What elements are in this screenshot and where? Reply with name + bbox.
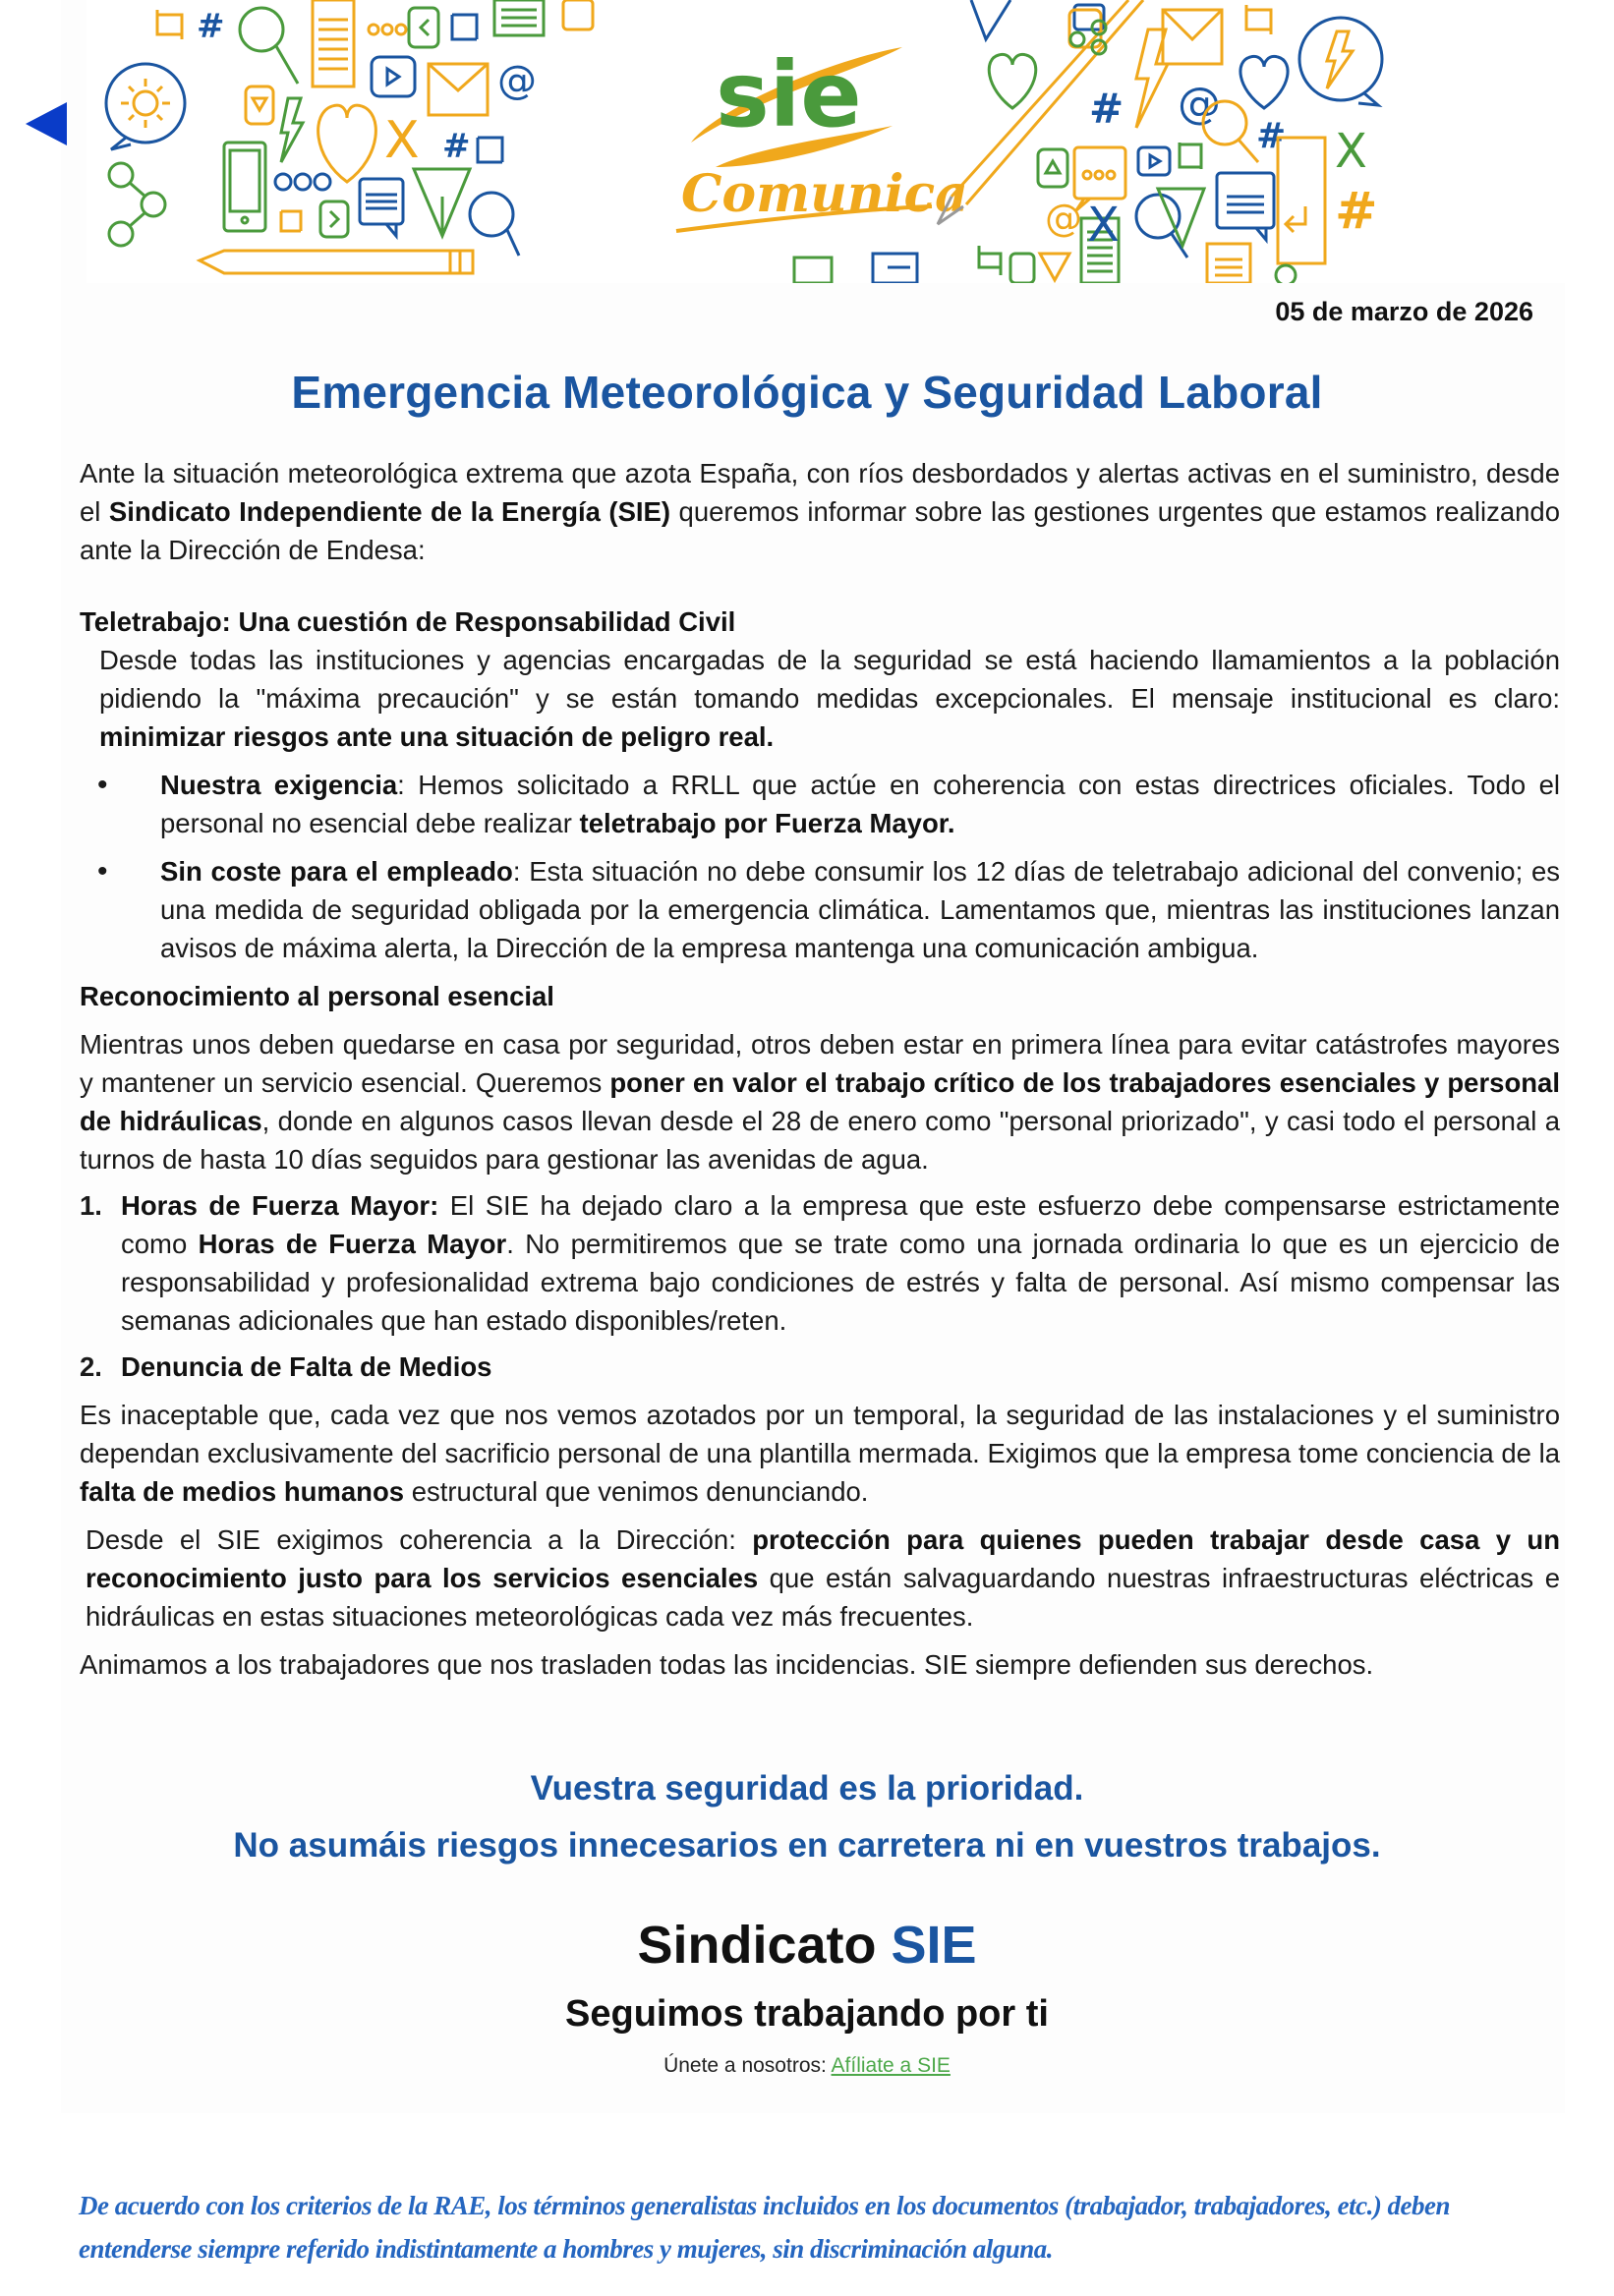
item-number: 2. [80,1351,102,1382]
retweet-icon [281,211,301,231]
logo-subtitle: Comunica [681,164,968,224]
more-icon [275,174,330,190]
heart-icon [989,54,1036,108]
heart-icon [318,105,376,182]
at-icon: @ [497,58,537,103]
join-line [0,2054,1614,2078]
retweet-icon [979,246,1001,275]
document-icon [313,0,354,86]
teletrabajo-bold: minimizar riesgos ante una situación de peligro real. [99,721,775,752]
document-body [80,454,1560,1684]
send-icon [971,0,1010,39]
hashtag-icon: # [442,127,471,166]
teletrabajo-text: Desde todas las instituciones y agencias encargadas de la seguridad se está haciendo llamamientos a la población pidiendo la "máxima precaución" y se están tomando medidas excepcionales. El mensaje institucional es claro: [99,645,1560,714]
at-icon: @ [1045,197,1082,240]
exigencia-bold: protección para quienes pueden trabajar desde casa y un reconocimiento justo para los servicios esenciales [86,1524,1560,1593]
document-date: 05 de marzo de 2026 [1275,297,1533,326]
chat-sun-icon [106,64,185,149]
signature-brand: SIE [891,1916,977,1975]
hashtag-icon: # [1335,182,1378,241]
retweet-icon [478,138,502,162]
play-icon [372,57,415,96]
sie-logo [676,42,968,231]
signature-prefix: Sindicato [637,1916,892,1975]
forward-icon [320,201,348,237]
bullet-item [80,766,1560,842]
search-icon [1276,265,1296,283]
dropdown-icon [246,86,273,124]
mail-icon [429,64,488,115]
play-icon [1138,147,1170,175]
intro-text: Ante la situación meteorológica extrema que azota España, con ríos desbordados y alertas activas en el suministro, desde el [80,458,1560,527]
mail-icon [1163,10,1222,64]
item-label: Denuncia de Falta de Medios [121,1351,492,1382]
tablet-icon [1278,138,1325,263]
filter-icon [1040,254,1069,280]
intro-text-2: queremos informar sobre las gestiones urgentes que estamos realizando ante la Dirección de Endesa: [80,496,1561,565]
section-heading-reconocimiento: Reconocimiento al personal esencial [80,981,554,1011]
phone-icon [224,143,265,231]
reconocimiento-text: Mientras unos deben quedarse en casa por seguridad, otros deben estar en primera línea para evitar catástrofes mayores y mantener un servicio esencial. Queremos [80,1029,1560,1098]
up-icon [1010,254,1034,283]
document-title: Emergencia Meteorológica y Seguridad Laboral [291,367,1323,418]
retweet-icon [157,10,182,39]
retweet-icon [452,15,477,39]
at-icon: @ [1178,79,1221,129]
phone-icon [794,258,832,283]
back-icon [409,8,438,47]
reconocimiento-list [80,1186,1560,1386]
message-icon [1217,173,1274,240]
teletrabajo-bullets [80,766,1560,967]
signature-title [0,1915,1614,1976]
header-banner [86,0,1565,283]
item-number: 1. [80,1190,102,1221]
hashtag-icon: # [1089,85,1124,133]
logo-text: sie [716,42,862,147]
bullet-item [80,852,1560,967]
closing-line-1: Vuestra seguridad es la prioridad. [530,1769,1084,1808]
share-icon [109,163,165,246]
item-bold: Horas de Fuerza Mayor [198,1229,507,1259]
retweet-icon [1180,143,1201,169]
exigencia-text-2: que están salvaguardando nuestras infraestructuras eléctricas e hidráulicas en estas situaciones meteorológicas cada vez más frecuentes. [86,1563,1560,1632]
send-icon [414,169,470,236]
triangle-icon [1038,149,1067,187]
teletrabajo-paragraph [80,641,1560,756]
more-icon [369,25,406,34]
intro-paragraph [80,454,1560,569]
bullet-bold: teletrabajo por Fuerza Mayor. [579,808,955,838]
reconocimiento-text-2: , donde en algunos casos llevan desde el 28 de enero como "personal priorizado", y casi todo el personal a turnos de hasta 10 días seguidos para gestionar las avenidas de agua. [80,1106,1560,1175]
back-arrow-icon[interactable] [26,102,67,145]
message-icon [873,254,917,283]
lightning-icon [1327,31,1353,88]
item-text: El SIE ha dejado claro a la empresa que este esfuerzo debe compensarse estrictamente como [121,1190,1560,1259]
message-icon [360,179,403,236]
retweet-icon [1246,5,1271,34]
exigencia-text: Desde el SIE exigimos coherencia a la Dirección: [86,1524,753,1555]
join-link[interactable]: Afíliate a SIE [831,2054,951,2077]
falta-medios-text-2: estructural que venimos denunciando. [404,1476,869,1507]
banner-illustration [86,0,1565,283]
pencil-icon [200,251,473,273]
item-text-2: . No permitiremos que se trate como una jornada ordinaria lo que es un ejercicio de responsabilidad y profesionalidad extrema bajo condiciones de estrés y falta de personal. Así mismo compensar las semanas adicionales que han estado disponibles/reten. [121,1229,1560,1336]
section-heading-teletrabajo: Teletrabajo: Una cuestión de Responsabilidad Civil [80,606,736,637]
numbered-item [80,1348,1560,1386]
rae-disclaimer: De acuerdo con los criterios de la RAE, los términos generalistas incluidos en los documentos (trabajador, trabajadores, etc.) deben entenderse siempre referido indistintamente a hombres y mujeres, sin discriminación alguna. [79,2191,1451,2264]
closing-line-2: No asumáis riesgos innecesarios en carretera ni en vuestros trabajos. [233,1826,1381,1865]
reconocimiento-paragraph [80,1025,1560,1178]
intro-bold: Sindicato Independiente de la Energía (SIE) [108,496,671,527]
x-logo-icon: X [1087,198,1120,253]
lightning-icon [281,98,303,162]
reconocimiento-bold: poner en valor el trabajo crítico de los trabajadores esenciales y personal de hidráulicas [80,1067,1560,1136]
heart-icon [1240,56,1288,108]
document-icon [494,0,544,35]
bullet-label: Sin coste para el empleado [160,856,513,887]
hashtag-icon: # [1256,116,1287,156]
animamos-paragraph: Animamos a los trabajadores que nos trasladen todas las incidencias. SIE siempre defienden sus derechos. [80,1649,1374,1680]
falta-medios-bold: falta de medios humanos [80,1476,405,1507]
exigencia-paragraph [80,1521,1560,1636]
search-icon [240,8,298,84]
bullet-text: : Esta situación no debe consumir los 12 días de teletrabajo adicional del convenio; es una medida de seguridad obligada por la emergencia climática. Lamentamos que, mientras las instituciones lanzan avisos de máxima alerta, la Dirección de la empresa mantenga una comunicación ambigua. [160,856,1560,963]
x-logo-icon: X [384,111,420,170]
phone-icon [563,0,593,29]
search-icon [1136,195,1187,258]
falta-medios-text: Es inaceptable que, cada vez que nos vemos azotados por un temporal, la seguridad de las instalaciones y el suministro dependan exclusivamente del sacrificio personal de una plantilla mermada. Exigimos que la empresa tome conciencia de la [80,1400,1560,1468]
falta-medios-paragraph [80,1396,1560,1511]
item-label: Horas de Fuerza Mayor: [121,1190,439,1221]
x-logo-icon: X [1335,124,1367,179]
document-icon [1207,244,1250,283]
bullet-label: Nuestra exigencia [160,770,398,800]
sun-icon [121,79,170,128]
numbered-item [80,1186,1560,1340]
hashtag-icon: # [197,7,225,46]
search-icon [470,193,519,256]
bullet-text: : Hemos solicitado a RRLL que actúe en coherencia con estas directrices oficiales. Todo el personal no esencial debe realizar [160,770,1560,838]
join-label: Únete a nosotros: [663,2054,832,2077]
signature-tagline: Seguimos trabajando por ti [565,1993,1049,2035]
